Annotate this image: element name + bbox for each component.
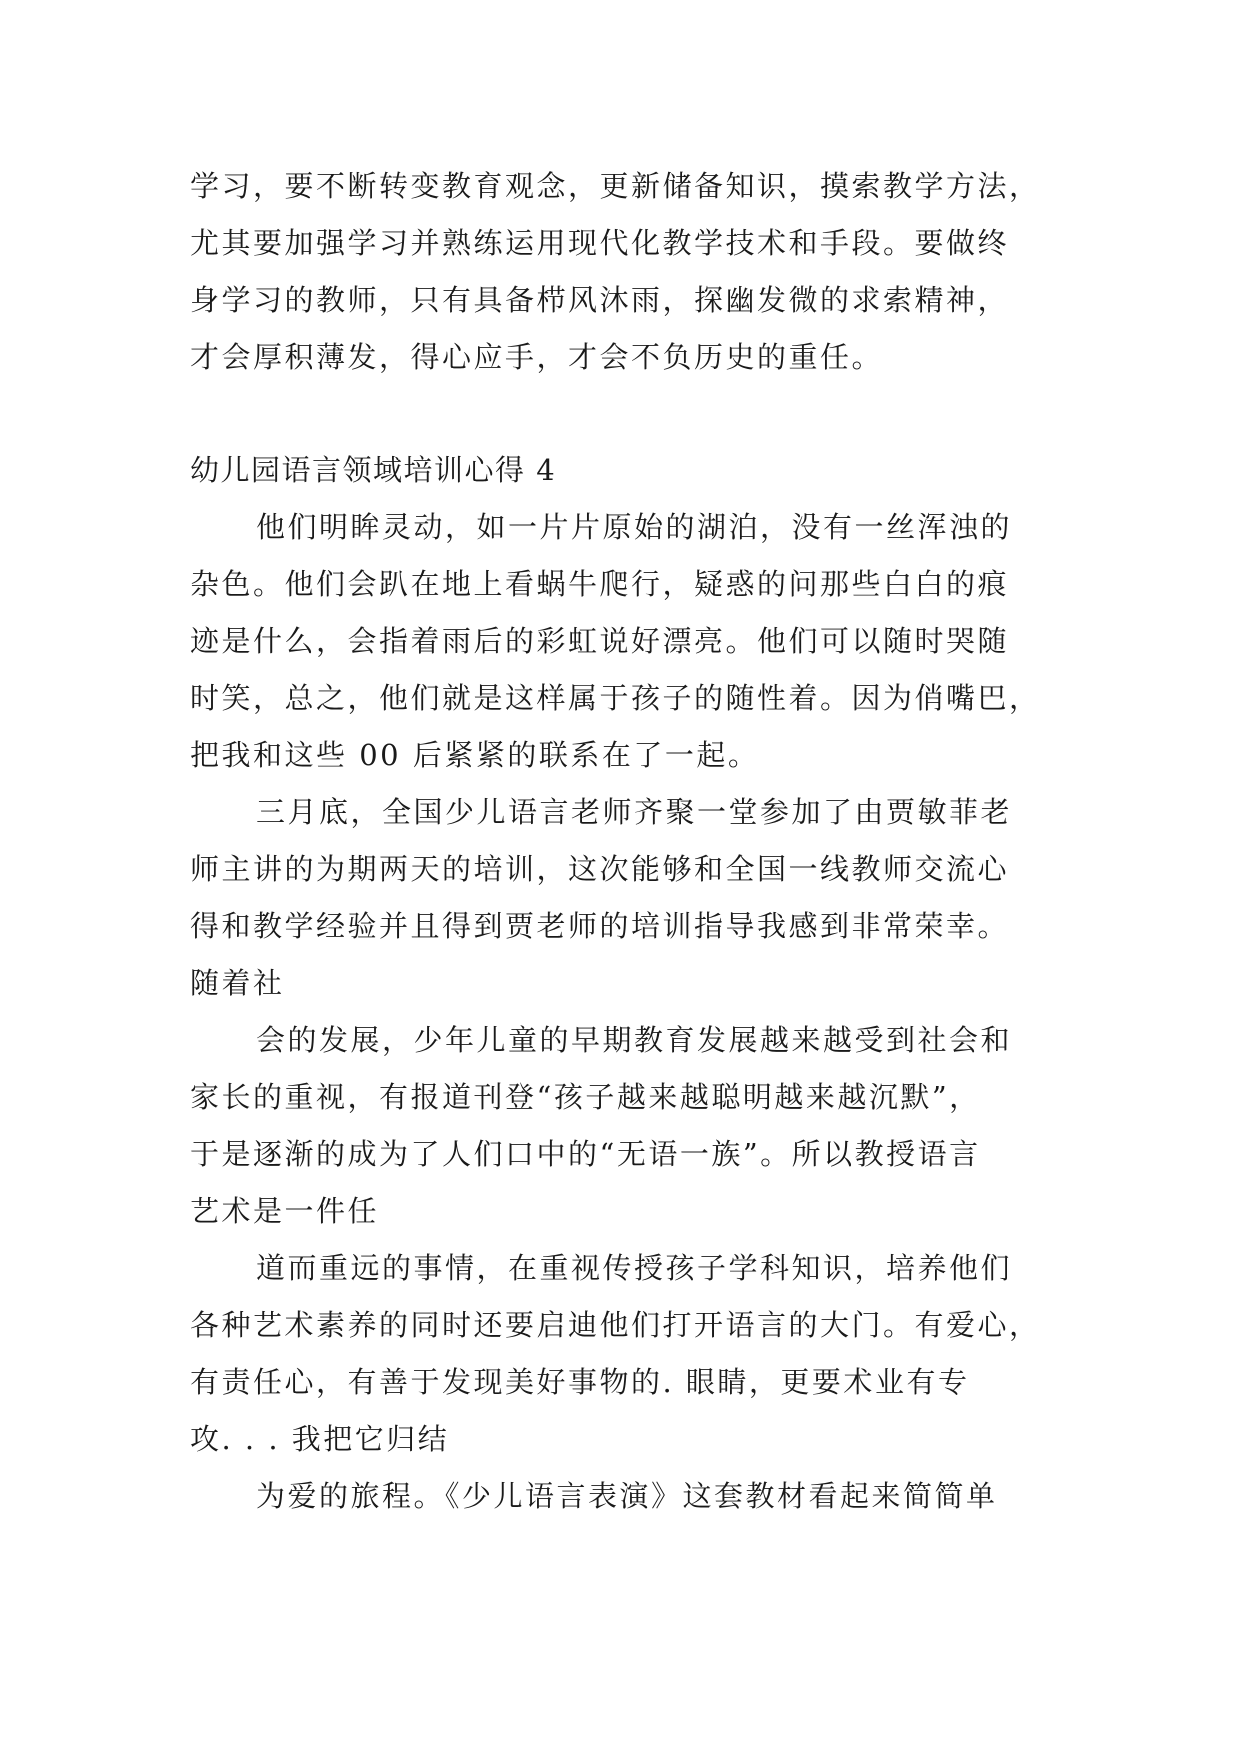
- section-heading: 幼儿园语言领域培训心得 4: [190, 453, 557, 487]
- text-line: 随着社: [190, 966, 285, 1000]
- text-line: 才会厚积薄发，得心应手，才会不负历史的重任。: [190, 340, 884, 374]
- text-line: 攻. . . 我把它归结: [190, 1422, 450, 1456]
- paragraph-1: [190, 499, 1050, 784]
- text-line: 身学习的教师，只有具备栉风沐雨，探幽发微的求索精神，: [190, 283, 1010, 317]
- document-body: [190, 158, 1050, 1525]
- intro-paragraph: [190, 158, 1050, 386]
- text-line: 会的发展，少年儿童的早期教育发展越来越受到社会和: [256, 1023, 1013, 1057]
- text-line: 三月底，全国少儿语言老师齐聚一堂参加了由贾敏菲老: [256, 795, 1013, 829]
- text-line: 杂色。他们会趴在地上看蜗牛爬行，疑惑的问那些白白的痕: [190, 567, 1010, 601]
- text-line: 把我和这些 00 后紧紧的联系在了一起。: [190, 738, 760, 772]
- text-line: 家长的重视，有报道刊登“孩子越来越聪明越来越沉默”，: [190, 1080, 981, 1114]
- text-line: 于是逐渐的成为了人们口中的“无语一族”。所以教授语言: [190, 1137, 981, 1171]
- text-line: 学习，要不断转变教育观念，更新储备知识，摸索教学方法，: [190, 169, 1041, 203]
- text-line: 道而重远的事情，在重视传授孩子学科知识，培养他们: [256, 1251, 1013, 1285]
- paragraph-2: [190, 784, 1050, 1012]
- text-line: 得和教学经验并且得到贾老师的培训指导我感到非常荣幸。: [190, 909, 1010, 943]
- paragraph-5: [190, 1468, 1050, 1525]
- text-line: 他们明眸灵动，如一片片原始的湖泊，没有一丝浑浊的: [256, 510, 1013, 544]
- text-line: 艺术是一件任: [190, 1194, 380, 1228]
- text-line: 师主讲的为期两天的培训，这次能够和全国一线教师交流心: [190, 852, 1010, 886]
- text-line: 时笑，总之，他们就是这样属于孩子的随性着。因为俏嘴巴，: [190, 681, 1041, 715]
- text-line: 迹是什么，会指着雨后的彩虹说好漂亮。他们可以随时哭随: [190, 624, 1010, 658]
- text-line: 尤其要加强学习并熟练运用现代化教学技术和手段。要做终: [190, 226, 1010, 260]
- paragraph-3: [190, 1012, 1050, 1240]
- text-line: 各种艺术素养的同时还要启迪他们打开语言的大门。有爱心，: [190, 1308, 1041, 1342]
- text-line: 为爱的旅程。《少儿语言表演》这套教材看起来简简单: [256, 1479, 998, 1513]
- paragraph-4: [190, 1240, 1050, 1468]
- text-line: 有责任心，有善于发现美好事物的. 眼睛，更要术业有专: [190, 1365, 970, 1399]
